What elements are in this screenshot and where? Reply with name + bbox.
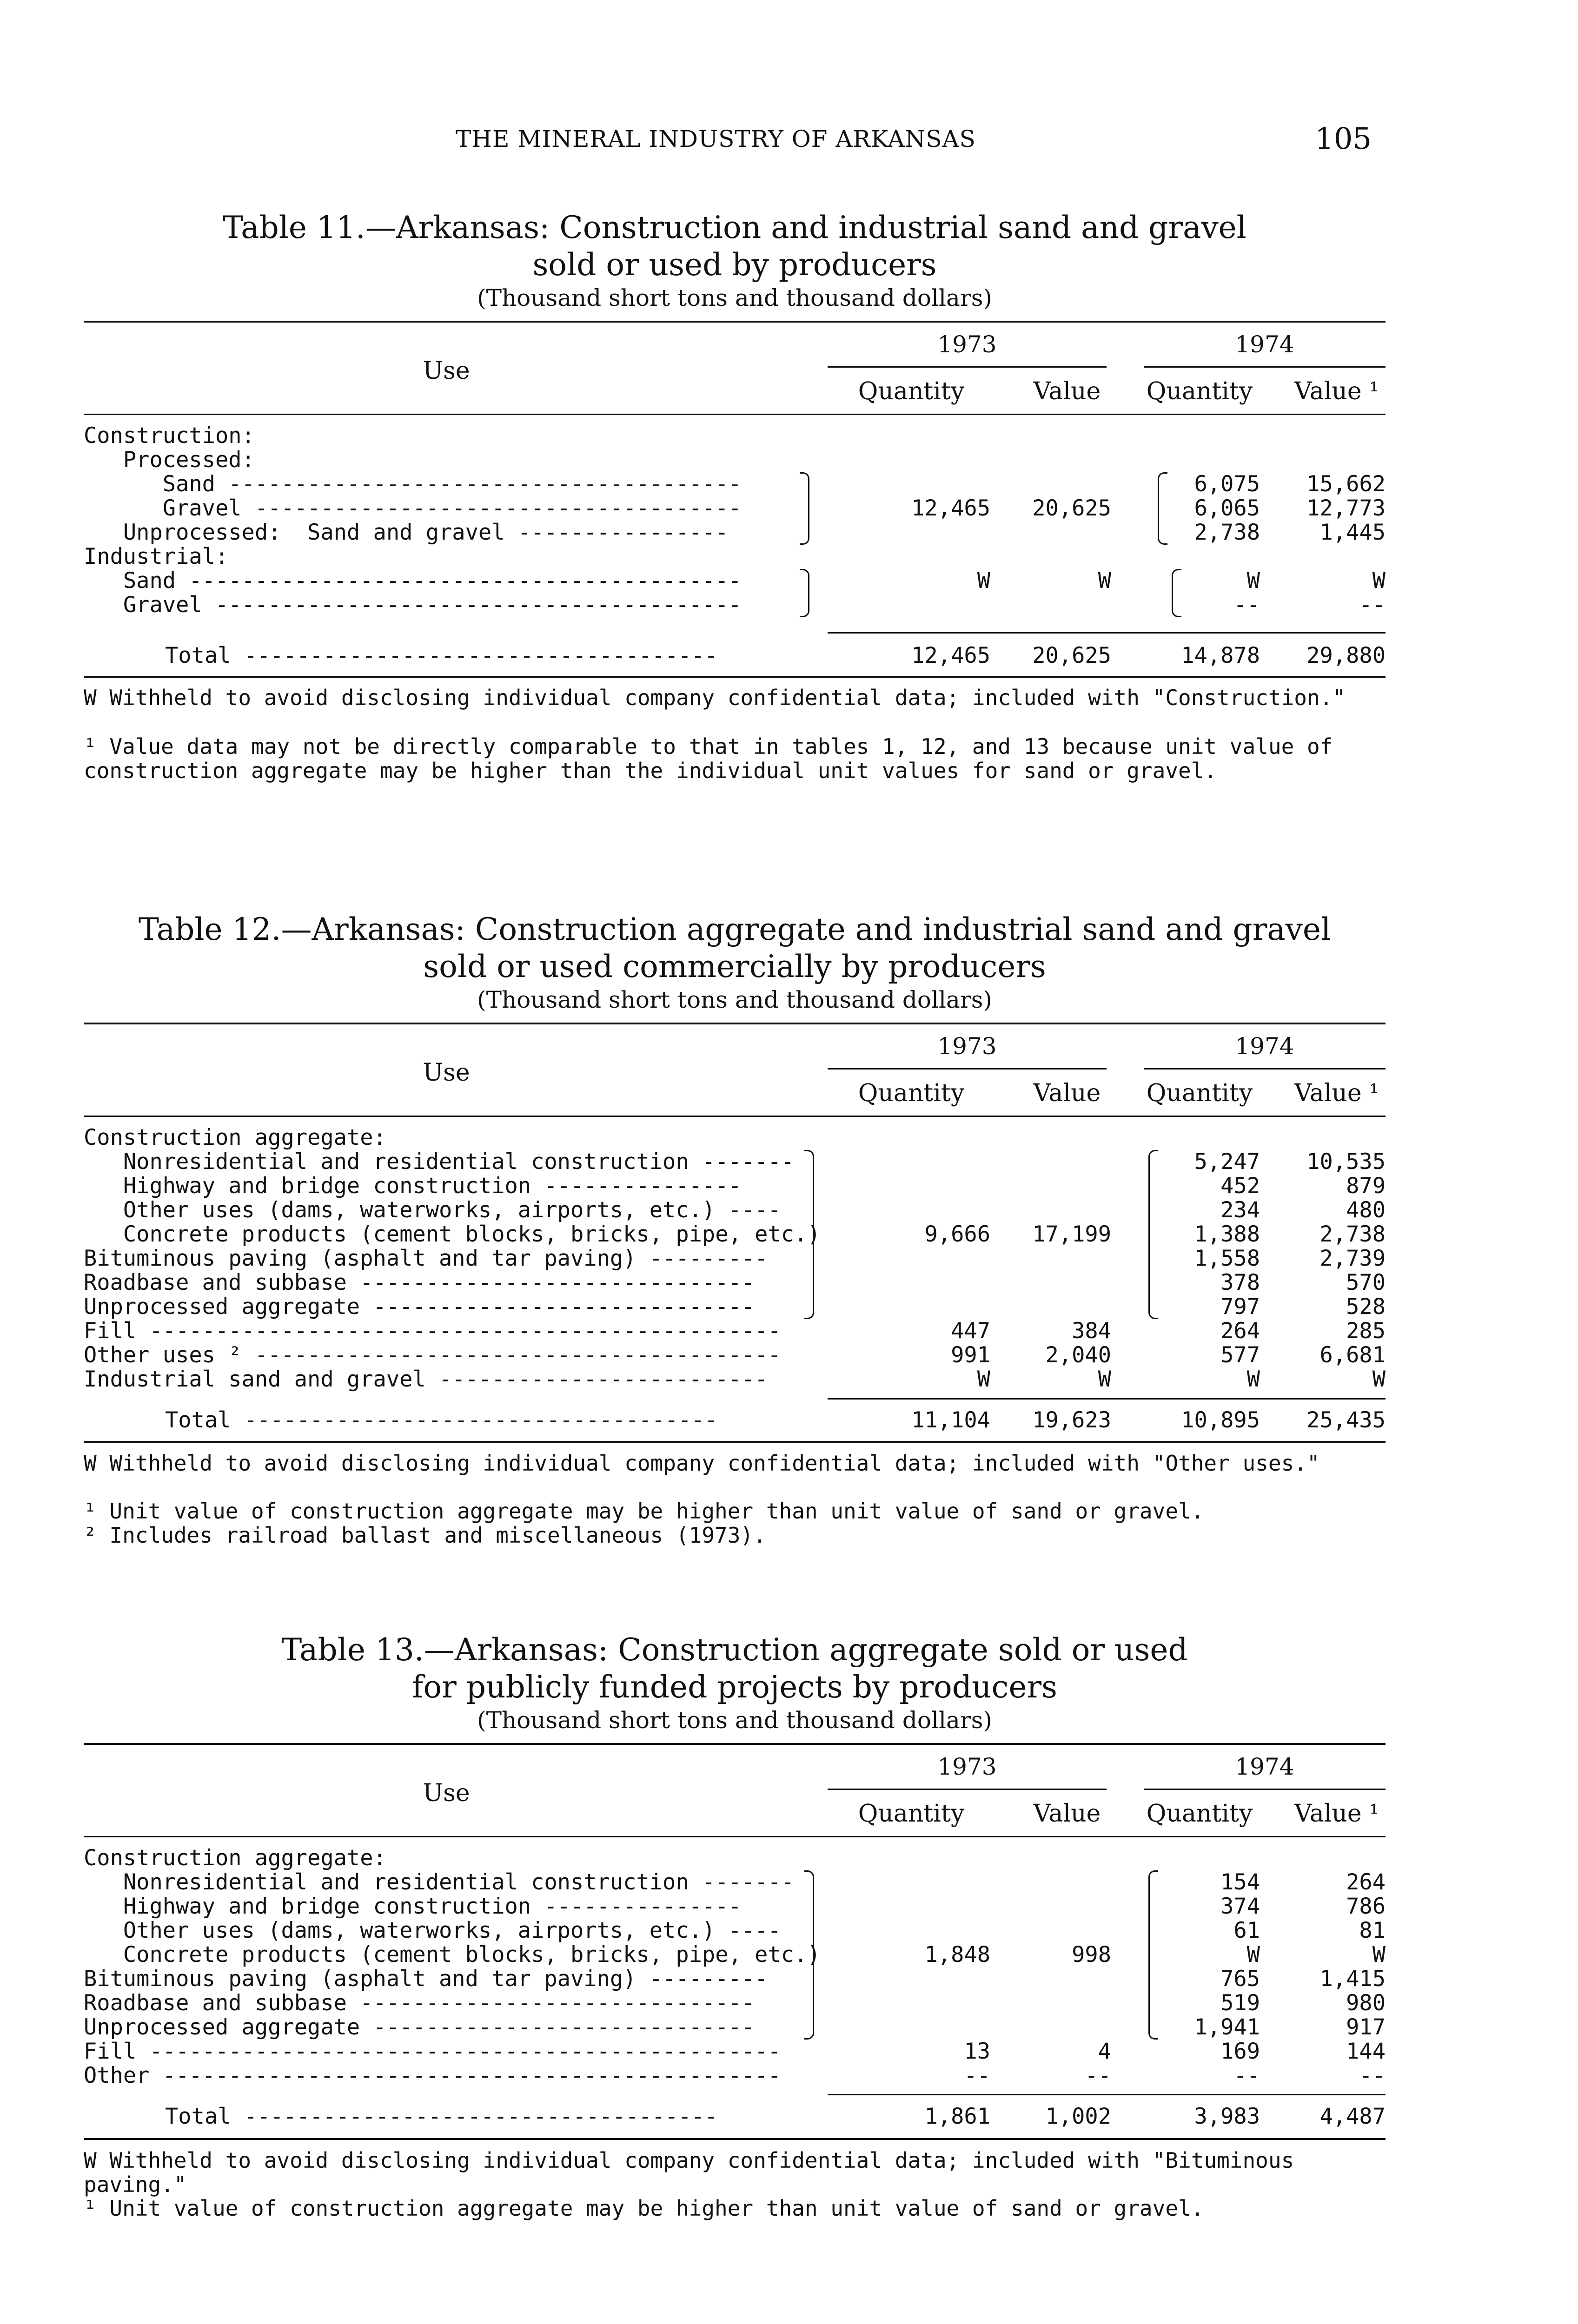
table-12-row-label: Highway and bridge construction ---------------	[84, 1173, 742, 1199]
table-12-row-label: Bituminous paving (asphalt and tar paving) ---------	[84, 1246, 768, 1271]
table-13-row-label: Other uses (dams, waterworks, airports, etc.) ----	[84, 1918, 781, 1943]
table-11-cell: 12,773	[1306, 495, 1386, 521]
table-12-col-value: Value	[1033, 1079, 1101, 1107]
table-13-total-label: Total ------------------------------------	[165, 2104, 718, 2129]
table-13-cell: --	[964, 2063, 990, 2088]
table-13-bracket	[1148, 1870, 1158, 2040]
table-12-cell: 480	[1346, 1197, 1386, 1223]
table-13-row-label: Other -----------------------------------------------	[84, 2063, 781, 2088]
table-12-year-rule	[828, 1068, 1107, 1070]
table-11-row-label: Sand ------------------------------------------	[84, 568, 742, 594]
table-12-cell: 447	[951, 1318, 990, 1344]
table-12-cell: 6,681	[1319, 1342, 1386, 1368]
table-13-cell: 4	[1098, 2039, 1111, 2064]
table-12-total-cell: 10,895	[1181, 1407, 1260, 1433]
table-11-row-label: Gravel ----------------------------------------	[84, 592, 742, 618]
table-13-row-label: Fill ------------------------------------------------	[84, 2039, 781, 2064]
table-12-header-rule	[84, 1116, 1386, 1117]
table-12-cell: 17,199	[1032, 1221, 1111, 1247]
table-13-cell: 998	[1072, 1942, 1111, 1967]
table-12-cell: 991	[951, 1342, 990, 1368]
table-12-note-2: ² Includes railroad ballast and miscellaneous (1973).	[84, 1523, 766, 1548]
table-13-cell: 374	[1220, 1894, 1260, 1919]
table-12-row-label: Industrial sand and gravel -------------------------	[84, 1367, 768, 1392]
table-12-row-label: Concrete products (cement blocks, bricks, pipe, etc.)	[84, 1221, 821, 1247]
table-13-row-label: Unprocessed aggregate -----------------------------	[84, 2014, 755, 2040]
table-11-col-value: Value ¹	[1294, 377, 1379, 405]
table-13-cell: 1,848	[924, 1942, 990, 1967]
table-12-row-label: Unprocessed aggregate -----------------------------	[84, 1294, 755, 1320]
running-head: THE MINERAL INDUSTRY OF ARKANSAS	[456, 125, 976, 152]
table-13-cell: W	[1246, 1942, 1260, 1967]
table-11-col-quantity: Quantity	[858, 377, 965, 405]
table-11-cell: 6,065	[1194, 495, 1260, 521]
table-12-col-value: Value ¹	[1294, 1079, 1379, 1107]
table-13-use-header: Use	[423, 1779, 470, 1807]
table-13-row-label: Roadbase and subbase ------------------------------	[84, 1990, 755, 2016]
table-13-cell: 519	[1220, 1990, 1260, 2016]
table-13-row-label: Construction aggregate:	[84, 1845, 386, 1871]
table-12-row-label: Fill ------------------------------------------------	[84, 1318, 781, 1344]
table-13-cell: 169	[1220, 2039, 1260, 2064]
table-11-cell: 12,465	[911, 495, 990, 521]
table-13-year-rule	[1144, 1789, 1386, 1790]
table-11-bottom-rule	[84, 676, 1386, 678]
table-11-total-label: Total ------------------------------------	[165, 643, 718, 668]
table-13-cell: --	[1085, 2063, 1111, 2088]
table-13-cell: W	[1372, 1942, 1386, 1967]
table-11-use-header: Use	[423, 357, 470, 385]
table-11-row-label: Construction:	[84, 423, 255, 449]
table-11	[84, 209, 1386, 813]
table-12-cell: W	[1372, 1367, 1386, 1392]
table-13-cell: 264	[1346, 1869, 1386, 1895]
table-11-title-line2: sold or used by producers	[532, 247, 937, 283]
table-13-top-rule	[84, 1743, 1386, 1745]
table-13-col-value: Value ¹	[1294, 1800, 1379, 1828]
table-13-row-label: Nonresidential and residential construction -------	[84, 1869, 795, 1895]
table-12-col-quantity: Quantity	[858, 1079, 965, 1107]
table-12-cell: 384	[1072, 1318, 1111, 1344]
table-12-cell: 879	[1346, 1173, 1386, 1199]
table-11-cell: W	[1098, 568, 1111, 594]
table-13-year-1974: 1974	[1235, 1753, 1294, 1780]
table-11-cell: 1,445	[1319, 520, 1386, 545]
table-11-cell: --	[1233, 592, 1260, 618]
table-11-year-rule	[828, 366, 1107, 368]
table-12-year-1973: 1973	[937, 1033, 997, 1060]
table-12-total-cell: 19,623	[1032, 1407, 1111, 1433]
table-12-bottom-rule	[84, 1441, 1386, 1443]
table-11-header-rule	[84, 414, 1386, 415]
table-12-cell: W	[977, 1367, 990, 1392]
table-13-cell: 980	[1346, 1990, 1386, 2016]
table-11-year-rule	[1144, 366, 1386, 368]
table-11-bracket	[800, 472, 809, 545]
table-13-bracket	[804, 1870, 814, 2040]
table-12-cell: 2,040	[1045, 1342, 1111, 1368]
table-11-title: Table 11.—Arkansas: Construction and industrial sand and gravel	[223, 210, 1246, 245]
table-12-cell: W	[1098, 1367, 1111, 1392]
table-11-cell: W	[977, 568, 990, 594]
table-12-bracket	[804, 1150, 814, 1319]
table-11-cell: 20,625	[1032, 495, 1111, 521]
table-11-row-label: Industrial:	[84, 544, 229, 569]
table-12-total-rule	[828, 1398, 1386, 1400]
table-12-bracket	[1148, 1150, 1158, 1319]
table-11-row-label: Gravel -------------------------------------	[84, 495, 742, 521]
table-12-cell: W	[1246, 1367, 1260, 1392]
table-13-cell: 765	[1220, 1966, 1260, 1992]
table-12-note-1: ¹ Unit value of construction aggregate may be higher than unit value of sand or gravel.	[84, 1499, 1204, 1524]
table-13-bottom-rule	[84, 2138, 1386, 2140]
table-12-use-header: Use	[423, 1059, 470, 1087]
table-13-total-cell: 1,861	[924, 2104, 990, 2129]
table-13-cell: 1,941	[1194, 2014, 1260, 2040]
table-11-cell: 2,738	[1194, 520, 1260, 545]
page-number: 105	[1315, 122, 1372, 156]
table-13-col-value: Value	[1033, 1800, 1101, 1828]
table-13-title: Table 13.—Arkansas: Construction aggregate sold or used	[281, 1632, 1188, 1668]
table-11-note-w: W Withheld to avoid disclosing individual company confidential data; included with "Construction."	[84, 685, 1346, 710]
table-12-row-label: Nonresidential and residential construction -------	[84, 1149, 795, 1175]
table-11-cell: W	[1372, 568, 1386, 594]
table-12-note-w: W Withheld to avoid disclosing individual company confidential data; included with "Other uses."	[84, 1451, 1320, 1476]
table-11-total-cell: 12,465	[911, 643, 990, 668]
table-12-row-label: Other uses (dams, waterworks, airports, etc.) ----	[84, 1197, 781, 1223]
table-11-year-1974: 1974	[1235, 331, 1294, 358]
table-12-title: Table 12.—Arkansas: Construction aggregate and industrial sand and gravel	[138, 911, 1331, 947]
table-11-row-label: Sand ---------------------------------------	[84, 471, 742, 497]
table-13-subtitle: (Thousand short tons and thousand dollars)	[477, 1707, 992, 1734]
table-12-title-line2: sold or used commercially by producers	[423, 949, 1046, 984]
table-12-total-label: Total ------------------------------------	[165, 1407, 718, 1433]
table-11-col-quantity: Quantity	[1146, 377, 1253, 405]
table-13-col-quantity: Quantity	[858, 1800, 965, 1828]
table-11-cell: --	[1359, 592, 1386, 618]
table-11-row-label: Processed:	[84, 447, 255, 473]
table-13-total-cell: 4,487	[1319, 2104, 1386, 2129]
table-12-cell: 528	[1346, 1294, 1386, 1320]
table-12-cell: 5,247	[1194, 1149, 1260, 1175]
table-12-cell: 2,739	[1319, 1246, 1386, 1271]
table-13-cell: 917	[1346, 2014, 1386, 2040]
table-12-row-label: Roadbase and subbase ------------------------------	[84, 1270, 755, 1295]
table-12-cell: 285	[1346, 1318, 1386, 1344]
table-12-cell: 797	[1220, 1294, 1260, 1320]
table-12-year-rule	[1144, 1068, 1386, 1070]
table-12-cell: 577	[1220, 1342, 1260, 1368]
table-11-col-value: Value	[1033, 377, 1101, 405]
table-11-total-cell: 14,878	[1181, 643, 1260, 668]
table-13	[84, 1631, 1386, 2305]
table-12-cell: 234	[1220, 1197, 1260, 1223]
table-11-cell: 6,075	[1194, 471, 1260, 497]
table-13-total-rule	[828, 2094, 1386, 2095]
table-11-top-rule	[84, 321, 1386, 323]
table-12-cell: 1,388	[1194, 1221, 1260, 1247]
table-12-total-cell: 25,435	[1306, 1407, 1386, 1433]
table-12-col-quantity: Quantity	[1146, 1079, 1253, 1107]
table-12-subtitle: (Thousand short tons and thousand dollars)	[477, 986, 992, 1013]
table-12-total-cell: 11,104	[911, 1407, 990, 1433]
table-11-cell: 15,662	[1306, 471, 1386, 497]
table-12-cell: 2,738	[1319, 1221, 1386, 1247]
table-13-cell: 1,415	[1319, 1966, 1386, 1992]
table-11-total-cell: 29,880	[1306, 643, 1386, 668]
table-13-title-line2: for publicly funded projects by producers	[412, 1669, 1057, 1705]
table-13-cell: 61	[1233, 1918, 1260, 1943]
table-13-row-label: Bituminous paving (asphalt and tar paving) ---------	[84, 1966, 768, 1992]
table-12-cell: 570	[1346, 1270, 1386, 1295]
table-12-cell: 452	[1220, 1173, 1260, 1199]
table-11-row-label: Unprocessed: Sand and gravel ----------------	[84, 520, 729, 545]
table-11-year-1973: 1973	[937, 331, 997, 358]
table-13-cell: --	[1233, 2063, 1260, 2088]
table-12-row-label: Other uses ² ----------------------------------------	[84, 1342, 781, 1368]
table-13-row-label: Concrete products (cement blocks, bricks, pipe, etc.)	[84, 1942, 821, 1967]
table-13-note-1: ¹ Unit value of construction aggregate may be higher than unit value of sand or gravel.	[84, 2196, 1204, 2221]
table-12-cell: 9,666	[924, 1221, 990, 1247]
table-13-cell: --	[1359, 2063, 1386, 2088]
table-11-bracket	[1158, 472, 1167, 545]
table-11-bracket	[1172, 569, 1181, 617]
table-13-cell: 81	[1359, 1918, 1386, 1943]
table-12-cell: 10,535	[1306, 1149, 1386, 1175]
table-13-cell: 13	[964, 2039, 990, 2064]
table-12-cell: 264	[1220, 1318, 1260, 1344]
table-11-total-cell: 20,625	[1032, 643, 1111, 668]
table-12-row-label: Construction aggregate:	[84, 1125, 386, 1150]
table-13-year-rule	[828, 1789, 1107, 1790]
table-13-row-label: Highway and bridge construction ---------------	[84, 1894, 742, 1919]
table-13-cell: 786	[1346, 1894, 1386, 1919]
table-13-cell: 144	[1346, 2039, 1386, 2064]
table-13-col-quantity: Quantity	[1146, 1800, 1253, 1828]
table-13-note-w: W Withheld to avoid disclosing individual company confidential data; included with "Bituminous paving."	[84, 2148, 1307, 2197]
table-12-year-1974: 1974	[1235, 1033, 1294, 1060]
table-11-bracket	[800, 569, 809, 617]
table-13-cell: 154	[1220, 1869, 1260, 1895]
table-12-cell: 1,558	[1194, 1246, 1260, 1271]
table-11-cell: W	[1246, 568, 1260, 594]
table-12	[84, 911, 1386, 1608]
table-11-note-1: ¹ Value data may not be directly comparable to that in tables 1, 12, and 13 because unit value of construction aggregate may be higher than the individual unit values for sand or gravel.	[84, 734, 1346, 783]
table-13-header-rule	[84, 1836, 1386, 1837]
table-11-total-rule	[828, 632, 1386, 634]
table-13-total-cell: 1,002	[1045, 2104, 1111, 2129]
table-11-subtitle: (Thousand short tons and thousand dollars)	[477, 284, 992, 311]
table-12-top-rule	[84, 1023, 1386, 1024]
table-13-total-cell: 3,983	[1194, 2104, 1260, 2129]
table-12-cell: 378	[1220, 1270, 1260, 1295]
table-13-year-1973: 1973	[937, 1753, 997, 1780]
